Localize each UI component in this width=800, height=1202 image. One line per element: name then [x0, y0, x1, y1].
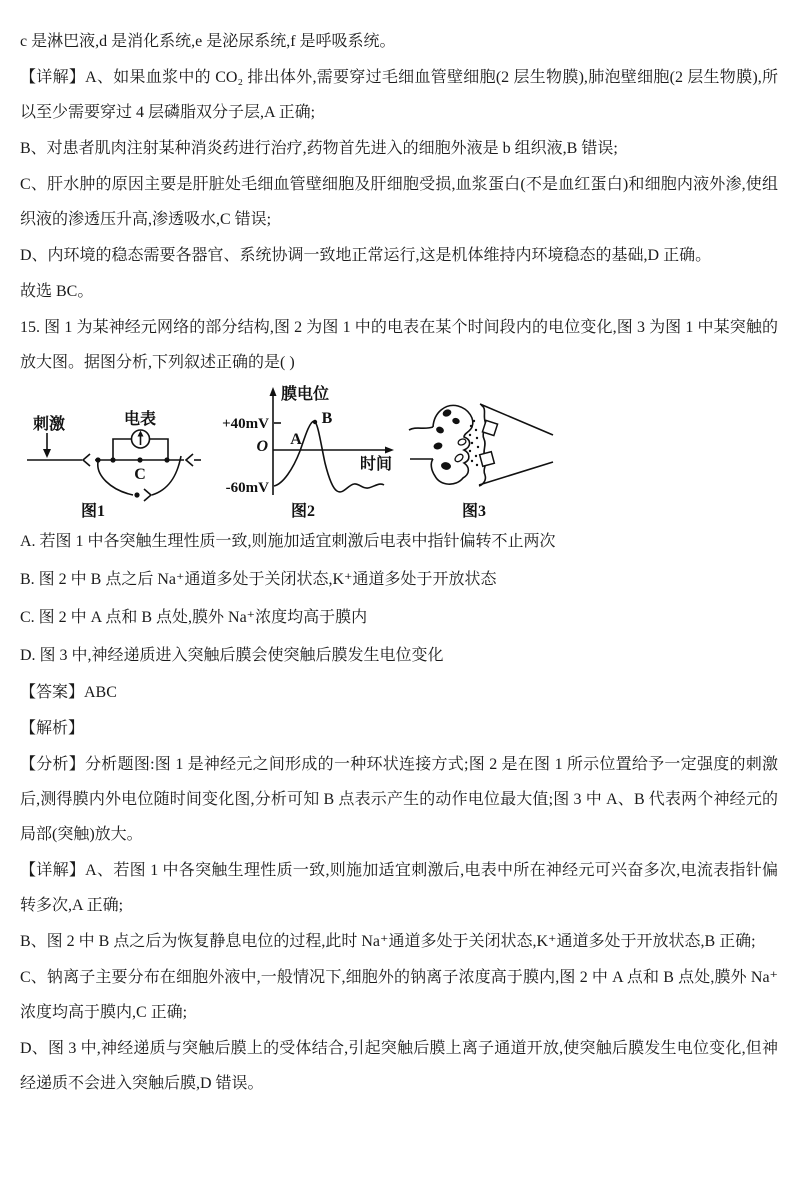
fig1-loop-synapse-fork [144, 489, 151, 501]
q14-detail-c: C、肝水肿的原因主要是肝脏处毛细血管壁细胞及肝细胞受损,血浆蛋白(不是血红蛋白)和细胞内液外渗,使组织液的渗透压升高,渗透吸水,C 错误; [20, 176, 778, 228]
q14-detail-b: B、对患者肌肉注射某种消炎药进行治疗,药物首先进入的细胞外液是 b 组织液,B 错误; [20, 140, 618, 157]
fig2-y-axis-label: 膜电位 [281, 386, 330, 403]
fig2-y-axis [270, 387, 277, 495]
fig3-postsynaptic-edge-bottom [479, 462, 553, 485]
q15-option-c: C. 图 2 中 A 点和 B 点处,膜外 Na⁺浓度均高于膜内 [20, 609, 368, 626]
fig1-stimulus-arrow [43, 433, 51, 458]
fig2-point-b-label: B [321, 410, 333, 427]
figures-svg [20, 381, 600, 523]
fig2-point-a-label: A [290, 431, 302, 448]
fig1-synapse-fork-left [83, 454, 90, 466]
q14-systems-line: c 是淋巴液,d 是消化系统,e 是泌尿系统,f 是呼吸系统。 [20, 33, 396, 50]
fig1-point-c-label: C [134, 466, 146, 483]
q15-option-d: D. 图 3 中,神经递质进入突触后膜会使突触后膜发生电位变化 [20, 647, 444, 664]
fig2-plus40-label: +40mV [222, 416, 269, 432]
fig1-stimulus-label: 刺激 [32, 416, 66, 433]
fig3-axon-in-top [409, 427, 433, 430]
q15-detail-b: B、图 2 中 B 点之后为恢复静息电位的过程,此时 Na⁺通道多处于关闭状态,K⁺通道多处于开放状态,B 正确; [20, 933, 756, 950]
q15-detail-d: D、图 3 中,神经递质与突触后膜上的受体结合,引起突触后膜上离子通道开放,使突触后膜发生电位变化,但神经递质不会进入突触后膜,D 错误。 [20, 1040, 778, 1092]
fig1-meter-label: 电表 [123, 411, 157, 428]
q15-option-b: B. 图 2 中 B 点之后 Na⁺通道多处于关闭状态,K⁺通道多处于开放状态 [20, 571, 497, 588]
fig1-caption: 图1 [80, 503, 106, 520]
fig3-receptors [480, 420, 498, 466]
q14-conclusion: 故选 BC。 [20, 283, 94, 300]
q14-detail-d: D、内环境的稳态需要各器官、系统协调一致地正常运行,这是机体维持内环境稳态的基础,D 正确。 [20, 247, 712, 264]
q15-option-a: A. 若图 1 中各突触生理性质一致,则施加适宜刺激后电表中指针偏转不止两次 [20, 533, 556, 550]
fig3-caption: 图3 [461, 503, 487, 520]
fig2-caption: 图2 [290, 503, 316, 520]
q15-figure-strip [20, 381, 778, 523]
q14-detail-a: 【详解】A、如果血浆中的 CO₂ 排出体外,需要穿过毛细血管壁细胞(2 层生物膜),肺泡壁细胞(2 层生物膜),所以至少需要穿过 4 层磷脂双分子层,A 正确; [20, 69, 778, 121]
q15-analysis-header: 【解析】 [20, 720, 85, 737]
q15-detail-a: 【详解】A、若图 1 中各突触生理性质一致,则施加适宜刺激后,电表中所在神经元可兴奋多次,电流表指针偏转多次,A 正确; [20, 862, 778, 914]
fig2-x-axis-label: 时间 [360, 456, 393, 473]
fig2-minus60-label: -60mV [225, 480, 269, 496]
q15-answer: 【答案】ABC [20, 684, 117, 701]
fig1-neural-circuit [27, 430, 201, 501]
fig2-origin-label: O [256, 438, 268, 455]
fig1-synapse-fork-right [186, 454, 193, 466]
fig1-loop-left [98, 462, 133, 495]
fig2-peak-dot [313, 420, 317, 424]
q15-detail-c: C、钠离子主要分布在细胞外液中,一般情况下,细胞外的钠离子浓度高于膜内,图 2 中 A 点和 B 点处,膜外 Na⁺浓度均高于膜内,C 正确; [20, 969, 778, 1021]
fig2-potential-graph [270, 387, 395, 495]
fig3-postsynaptic-membrane [479, 405, 486, 486]
q15-analysis: 【分析】分析题图:图 1 是神经元之间形成的一种环状连接方式;图 2 是在图 1 所示位置给予一定强度的刺激后,测得膜内外电位随时间变化图,分析可知 B 点表示产生的动作电位最大值;图 3 中 A、B 代表两个神经元的局部(突触)放大。 [20, 756, 778, 843]
fig3-synapse-diagram [409, 404, 553, 486]
q15-stem: 15. 图 1 为某神经元网络的部分结构,图 2 为图 1 中的电表在某个时间段内的电位变化,图 3 为图 1 中某突触的放大图。据图分析,下列叙述正确的是( ) [20, 319, 778, 371]
